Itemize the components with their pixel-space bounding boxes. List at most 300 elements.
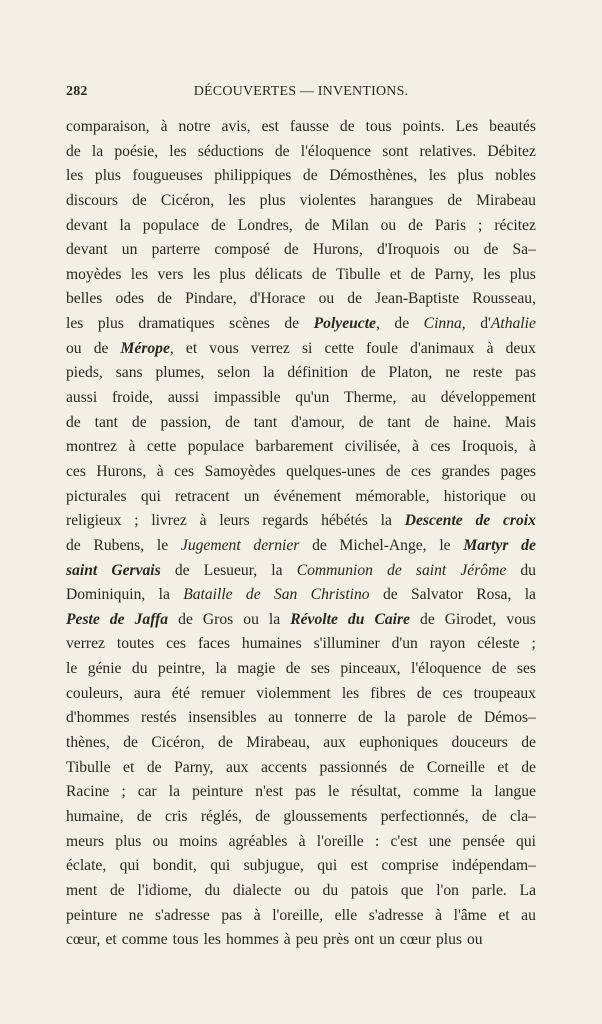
word: Communion	[296, 561, 373, 579]
word: est	[350, 857, 368, 875]
word: de	[131, 413, 147, 431]
word: Mirabeau,	[246, 734, 310, 752]
word: aura	[133, 684, 161, 702]
word: si	[301, 339, 313, 357]
word: cœur	[399, 931, 431, 949]
word: fougueuses	[132, 167, 203, 185]
word: ces	[66, 462, 86, 480]
word: plus	[435, 931, 462, 949]
word: peintre,	[157, 660, 206, 678]
word: nobles	[495, 167, 536, 185]
word: de	[93, 339, 109, 357]
word: poésie,	[114, 142, 159, 160]
word: de	[358, 413, 374, 431]
word: à	[283, 931, 291, 949]
word: de	[218, 734, 233, 752]
word: Paris	[434, 216, 467, 234]
word: historique	[443, 487, 507, 505]
word: Les	[455, 118, 479, 135]
word: Rosa,	[476, 586, 512, 604]
word: retracent	[175, 487, 230, 505]
word: populace	[142, 216, 200, 234]
word: d'un	[391, 635, 418, 653]
word: à	[128, 438, 136, 456]
word: ces	[442, 684, 463, 702]
text-line	[66, 337, 536, 362]
word: fausse	[289, 118, 329, 135]
word: populace	[187, 438, 245, 456]
word: c'est	[390, 832, 418, 850]
word: les	[66, 167, 84, 185]
word: plus	[115, 832, 142, 850]
text-line	[66, 189, 536, 214]
word: comprise	[381, 857, 439, 875]
word: Gervais	[111, 561, 161, 579]
word: cette	[146, 438, 177, 456]
word: Sa–	[512, 241, 536, 259]
word: la	[471, 783, 483, 801]
text-line	[66, 854, 536, 879]
word: ou	[318, 290, 335, 308]
word: verrez	[250, 339, 290, 357]
word: harangues	[370, 191, 434, 209]
text-line	[66, 509, 536, 534]
word: de	[399, 758, 415, 776]
word: La	[519, 881, 536, 899]
word: philippiques	[214, 167, 292, 185]
word: dialecte	[232, 881, 282, 899]
word: d'amour,	[291, 413, 345, 431]
word: n'est	[255, 783, 284, 801]
word: tous	[365, 118, 392, 135]
word: ses	[310, 660, 330, 678]
word: ou	[152, 832, 169, 850]
word: foule	[366, 339, 399, 357]
word: la	[263, 364, 275, 382]
text-line	[66, 632, 536, 657]
word: dramatiques	[138, 315, 215, 333]
word: à	[199, 512, 207, 530]
word: bondit,	[153, 857, 197, 875]
word: de	[387, 561, 402, 579]
word: la	[271, 561, 283, 579]
word: accents	[261, 758, 307, 776]
word: de	[283, 241, 299, 259]
word: événement	[273, 487, 342, 505]
word: la	[524, 586, 536, 604]
word: Racine	[66, 783, 110, 801]
word: Milan	[331, 216, 369, 234]
word: froide,	[111, 389, 154, 407]
word: de	[521, 734, 536, 752]
word: aux	[225, 758, 249, 776]
text-line	[66, 706, 536, 731]
word: à	[486, 339, 494, 357]
word: peu	[295, 931, 319, 949]
word: génie	[87, 660, 122, 678]
text-line	[66, 115, 536, 140]
text-line	[66, 756, 536, 781]
word: définition	[287, 364, 348, 382]
word: devant	[66, 241, 108, 259]
word: elle	[334, 906, 358, 924]
word: Christino	[310, 586, 370, 604]
word: beautés	[489, 118, 536, 135]
word: ;	[531, 635, 536, 653]
word: de	[385, 462, 401, 480]
word: plus	[219, 265, 246, 283]
word: quelques-unes	[286, 462, 376, 480]
word: de	[132, 191, 147, 209]
word: à	[253, 906, 261, 924]
word: Rubens,	[93, 536, 145, 554]
text-line	[66, 583, 536, 608]
word: les	[169, 142, 187, 160]
running-head: DÉCOUVERTES — INVENTIONS.	[193, 84, 409, 99]
word: résultat,	[351, 783, 402, 801]
word: ou	[466, 931, 483, 949]
word: de	[146, 758, 162, 776]
word: la	[158, 586, 170, 604]
word: l'éloquence	[410, 660, 482, 678]
word: la	[215, 660, 227, 678]
word: le	[328, 783, 340, 801]
word: croix	[503, 512, 536, 530]
word: réglés,	[200, 807, 242, 825]
word: tant	[253, 413, 278, 431]
word: Bataille	[183, 586, 233, 604]
word: faces	[197, 635, 230, 653]
word: l'éloquence	[300, 142, 372, 160]
word: de	[157, 290, 172, 308]
word: aussi	[66, 389, 98, 407]
word: de	[410, 265, 426, 283]
word: tant	[94, 413, 119, 431]
word: plus	[259, 191, 286, 209]
word: cette	[324, 339, 354, 357]
word: indépendam–	[451, 857, 536, 875]
word: belles	[66, 290, 103, 308]
word: composé	[214, 241, 270, 259]
word: que	[400, 881, 424, 899]
word: ont	[354, 931, 375, 949]
word: saint	[66, 561, 98, 579]
word: Pindare,	[185, 290, 237, 308]
word: Démosthènes,	[329, 167, 418, 185]
word: Parny,	[434, 265, 474, 283]
word: est	[261, 118, 279, 135]
word: civilisée,	[344, 438, 401, 456]
word: la	[268, 610, 281, 628]
word: ou	[243, 610, 259, 628]
word: le	[156, 536, 169, 554]
word: et	[185, 339, 198, 357]
word: du	[204, 881, 221, 899]
word: l'oreille,	[272, 906, 324, 924]
word: un	[243, 487, 260, 505]
word: notre	[178, 118, 211, 135]
word: avis,	[221, 118, 251, 135]
word: Cicéron,	[160, 191, 215, 209]
word: de	[178, 610, 193, 628]
word: de	[109, 610, 125, 628]
word: Polyeucte,	[313, 315, 380, 333]
word: de	[447, 191, 463, 209]
word: Cinna,	[423, 315, 466, 333]
word: de	[245, 586, 261, 604]
word: parle.	[471, 881, 507, 899]
word: qui	[210, 857, 231, 875]
text-line	[66, 682, 536, 707]
word: barbarement	[255, 438, 334, 456]
word: la	[168, 783, 181, 801]
word: Therme,	[344, 389, 397, 407]
word: Cicéron,	[151, 734, 205, 752]
word: qui	[516, 832, 536, 850]
word: Rousseau,	[472, 290, 536, 308]
word: de	[357, 709, 373, 727]
word: hébétés	[321, 512, 368, 530]
text-line	[66, 830, 536, 855]
word: Mirabeau	[476, 191, 536, 209]
word: moins	[179, 832, 218, 850]
word: impassible	[213, 389, 281, 407]
word: scènes	[229, 315, 270, 333]
word: violemment	[256, 684, 331, 702]
word: saint	[415, 561, 447, 579]
text-line	[66, 435, 536, 460]
word: pieds,	[66, 364, 103, 382]
word: qui	[119, 857, 140, 875]
word: qu'un	[295, 389, 330, 407]
word: haine.	[453, 413, 491, 431]
word: picturales	[66, 487, 127, 505]
word: à	[298, 832, 306, 850]
word: pensée	[462, 832, 505, 850]
word: :	[374, 832, 380, 850]
word: mémorable,	[355, 487, 430, 505]
word: ou	[66, 339, 82, 357]
word: de	[66, 536, 81, 554]
word: de	[66, 413, 81, 431]
word: Jugement	[180, 536, 241, 554]
word: reste	[472, 364, 503, 382]
word: montrez	[66, 438, 118, 456]
word: un	[379, 931, 395, 949]
word: développement	[440, 389, 536, 407]
word: à	[156, 462, 164, 480]
word: selon	[217, 364, 251, 382]
word: de	[311, 265, 327, 283]
word: au	[268, 709, 283, 727]
text-line	[66, 534, 536, 559]
word: vous	[209, 339, 239, 357]
text-line	[66, 559, 536, 584]
word: d'Horace	[249, 290, 306, 308]
word: de	[457, 709, 473, 727]
word: Dominiquin,	[66, 586, 146, 604]
word: Peste	[66, 610, 100, 628]
text-line	[66, 140, 536, 165]
word: ;	[134, 512, 139, 530]
word: vers	[157, 265, 184, 283]
word: Hurons,	[312, 241, 363, 259]
word: Hurons,	[96, 462, 147, 480]
word: San	[273, 586, 298, 604]
word: regards	[262, 512, 309, 530]
word: euphoniques	[359, 734, 439, 752]
word: leurs	[219, 512, 250, 530]
word: la	[91, 142, 104, 160]
word: Démos–	[483, 709, 536, 727]
text-line	[66, 805, 536, 830]
word: de	[424, 413, 440, 431]
word: rayon	[429, 635, 466, 653]
text-line	[66, 287, 536, 312]
word: été	[171, 684, 190, 702]
word: Descente	[404, 512, 463, 530]
word: de	[416, 684, 432, 702]
word: l'on	[436, 881, 459, 899]
word: pinceaux,	[340, 660, 401, 678]
word: Lesueur,	[203, 561, 258, 579]
page-header	[66, 84, 536, 104]
word: Jérôme	[460, 561, 507, 579]
word: agréables	[228, 832, 288, 850]
word: s'illuminer	[313, 635, 380, 653]
word: discours	[66, 191, 118, 209]
word: séductions	[197, 142, 264, 160]
word: devant	[66, 216, 108, 234]
word: Révolte	[290, 610, 338, 628]
word: ses	[516, 660, 536, 678]
word: de	[225, 413, 240, 431]
word: d'animaux	[410, 339, 475, 357]
word: de	[109, 881, 125, 899]
word: qui	[317, 857, 338, 875]
word: les	[66, 315, 84, 333]
word: langue	[494, 783, 536, 801]
word: points.	[402, 118, 445, 135]
word: ment	[66, 881, 98, 899]
word: à	[160, 118, 168, 135]
word: Jaffa	[134, 610, 169, 628]
word: de	[408, 216, 423, 234]
word: Girodet,	[444, 610, 497, 628]
word: de	[339, 118, 355, 135]
text-line	[66, 214, 536, 239]
word: perfectionnés,	[380, 807, 469, 825]
word: délicats	[254, 265, 303, 283]
word: Parny,	[174, 758, 214, 776]
word: les	[341, 684, 360, 702]
text-line	[66, 263, 536, 288]
body-text	[66, 115, 536, 953]
word: ces	[166, 635, 186, 653]
text-line	[66, 780, 536, 805]
word: de	[360, 364, 376, 382]
word: la	[380, 512, 392, 530]
text-line	[66, 879, 536, 904]
word: cris	[164, 807, 188, 825]
word: patois	[350, 881, 389, 899]
word: thènes,	[66, 734, 110, 752]
word: s'adresse	[154, 906, 210, 924]
word: moyèdes	[66, 265, 122, 283]
word: au	[521, 906, 536, 924]
text-line	[66, 731, 536, 756]
word: et	[498, 906, 510, 924]
word: de	[481, 807, 497, 825]
word: parole	[407, 709, 447, 727]
word: magie	[237, 660, 276, 678]
word: plus	[94, 167, 121, 185]
text-line	[66, 361, 536, 386]
word: d'Iroquois	[376, 241, 440, 259]
word: Iroquois,	[461, 438, 518, 456]
word: deux	[505, 339, 536, 357]
word: Corneille	[426, 758, 485, 776]
word: passion,	[160, 413, 212, 431]
word: gloussements	[283, 807, 368, 825]
word: du	[131, 660, 148, 678]
word: et	[389, 265, 402, 283]
word: du	[347, 610, 365, 628]
word: de	[174, 561, 190, 579]
word: aux	[323, 734, 346, 752]
word: du	[520, 561, 536, 579]
word: de	[284, 315, 300, 333]
word: de	[136, 807, 152, 825]
word: de	[521, 758, 536, 776]
text-line	[66, 657, 536, 682]
word: douceurs	[451, 734, 508, 752]
word: troupeaux	[473, 684, 536, 702]
word: tous	[172, 931, 199, 949]
word: Caire	[374, 610, 410, 628]
word: sans	[115, 364, 143, 382]
word: ou	[380, 216, 397, 234]
text-line	[66, 608, 536, 633]
word: vous	[506, 610, 536, 628]
word: hommes	[225, 931, 279, 949]
word: Martyr	[463, 536, 509, 554]
text-line	[66, 411, 536, 436]
word: la	[384, 709, 396, 727]
word: de	[255, 807, 270, 825]
word: ou	[294, 881, 310, 899]
word: remuer	[201, 684, 246, 702]
word: violentes	[299, 191, 356, 209]
word: Londres,	[237, 216, 293, 234]
word: céleste	[477, 635, 520, 653]
word: ces	[430, 438, 451, 456]
word: à	[435, 906, 443, 924]
word: de	[475, 512, 491, 530]
text-line	[66, 928, 536, 953]
word: ou	[520, 487, 536, 505]
word: relatives.	[419, 142, 477, 160]
word: les	[483, 265, 501, 283]
word: les	[192, 265, 211, 283]
word: les	[130, 265, 149, 283]
word: insensibles	[188, 709, 257, 727]
word: Mérope,	[120, 339, 174, 357]
word: couleurs,	[66, 684, 123, 702]
word: de	[483, 241, 499, 259]
word: et	[497, 758, 509, 776]
word: comme	[413, 783, 460, 801]
